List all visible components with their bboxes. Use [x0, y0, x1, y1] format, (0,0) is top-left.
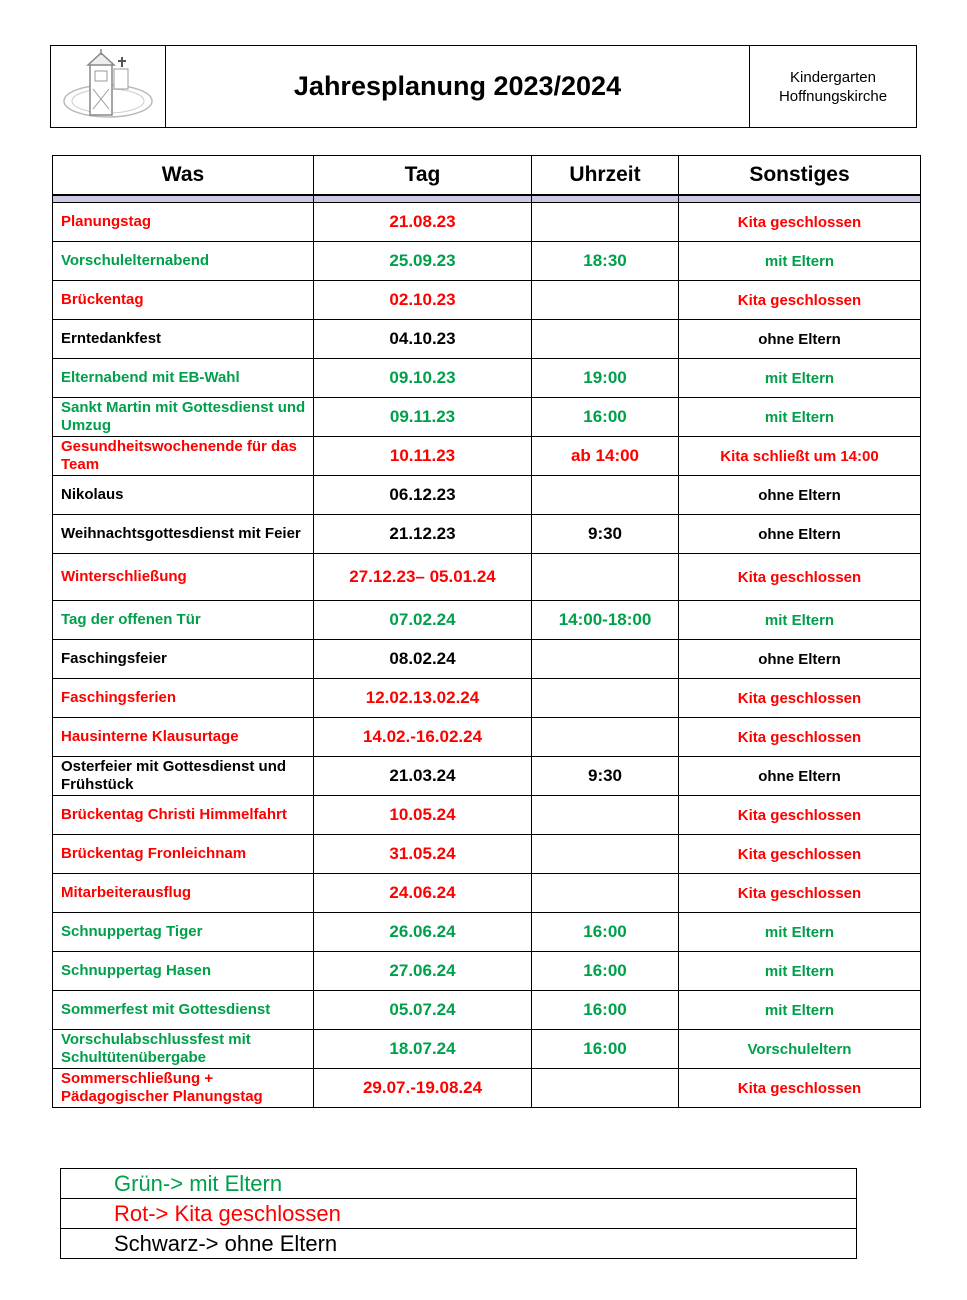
separator-cell [679, 195, 921, 203]
date-cell: 10.11.23 [314, 437, 532, 476]
time-cell [532, 554, 679, 601]
event-name-cell: Hausinterne Klausurtage [53, 718, 314, 757]
time-cell [532, 320, 679, 359]
note-cell: mit Eltern [679, 913, 921, 952]
note-cell: mit Eltern [679, 242, 921, 281]
organization-line-2: Hoffnungskirche [778, 87, 888, 105]
note-cell: ohne Eltern [679, 757, 921, 796]
table-row [53, 796, 921, 835]
note-cell: Kita geschlossen [679, 203, 921, 242]
event-name-cell: Sommerfest mit Gottesdienst [53, 991, 314, 1030]
date-cell: 26.06.24 [314, 913, 532, 952]
event-name-cell: Mitarbeiterausflug [53, 874, 314, 913]
time-cell [532, 203, 679, 242]
note-cell: Kita geschlossen [679, 718, 921, 757]
table-row [53, 874, 921, 913]
date-cell: 14.02.-16.02.24 [314, 718, 532, 757]
time-cell: 9:30 [532, 515, 679, 554]
event-name-cell: Faschingsfeier [53, 640, 314, 679]
table-row [53, 359, 921, 398]
legend-item: Grün-> mit Eltern [61, 1169, 857, 1199]
legend-item: Rot-> Kita geschlossen [61, 1199, 857, 1229]
date-cell: 24.06.24 [314, 874, 532, 913]
event-name-cell: Sommerschließung + Pädagogischer Planungstag [53, 1069, 314, 1108]
table-row [53, 515, 921, 554]
note-cell: ohne Eltern [679, 476, 921, 515]
header-separator-row [53, 195, 921, 203]
note-cell: mit Eltern [679, 398, 921, 437]
table-row [53, 757, 921, 796]
event-name-cell: Brückentag Christi Himmelfahrt [53, 796, 314, 835]
time-cell: 16:00 [532, 1030, 679, 1069]
event-name-cell: Brückentag [53, 281, 314, 320]
date-cell: 07.02.24 [314, 601, 532, 640]
date-cell: 18.07.24 [314, 1030, 532, 1069]
date-cell: 10.05.24 [314, 796, 532, 835]
time-cell [532, 679, 679, 718]
time-cell [532, 476, 679, 515]
column-header-uhrzeit: Uhrzeit [532, 156, 679, 196]
legend-item: Schwarz-> ohne Eltern [61, 1229, 857, 1259]
time-cell: ab 14:00 [532, 437, 679, 476]
date-cell: 21.12.23 [314, 515, 532, 554]
logo-cell [51, 46, 166, 127]
column-header-was: Was [53, 156, 314, 196]
column-header-sonstiges: Sonstiges [679, 156, 921, 196]
date-cell: 04.10.23 [314, 320, 532, 359]
time-cell: 16:00 [532, 991, 679, 1030]
note-cell: Vorschuleltern [679, 1030, 921, 1069]
date-cell: 09.11.23 [314, 398, 532, 437]
date-cell: 25.09.23 [314, 242, 532, 281]
table-row [53, 398, 921, 437]
table-row [53, 718, 921, 757]
note-cell: ohne Eltern [679, 320, 921, 359]
document-header [50, 45, 917, 128]
table-row [53, 835, 921, 874]
table-row [53, 554, 921, 601]
separator-cell [532, 195, 679, 203]
table-row [53, 679, 921, 718]
date-cell: 27.12.23– 05.01.24 [314, 554, 532, 601]
note-cell: Kita geschlossen [679, 835, 921, 874]
date-cell: 05.07.24 [314, 991, 532, 1030]
table-row [53, 203, 921, 242]
table-row [53, 640, 921, 679]
event-name-cell: Brückentag Fronleichnam [53, 835, 314, 874]
page-title: Jahresplanung 2023/2024 [166, 46, 750, 127]
note-cell: ohne Eltern [679, 515, 921, 554]
time-cell [532, 718, 679, 757]
event-name-cell: Schnuppertag Hasen [53, 952, 314, 991]
organization-line-1: Kindergarten [790, 68, 876, 86]
time-cell [532, 796, 679, 835]
column-header-tag: Tag [314, 156, 532, 196]
event-name-cell: Schnuppertag Tiger [53, 913, 314, 952]
table-row [53, 437, 921, 476]
organization-name [750, 46, 916, 127]
date-cell: 06.12.23 [314, 476, 532, 515]
table-header-row [53, 156, 921, 196]
time-cell: 16:00 [532, 913, 679, 952]
separator-cell [53, 195, 314, 203]
event-name-cell: Gesundheitswochenende für das Team [53, 437, 314, 476]
event-name-cell: Weihnachtsgottesdienst mit Feier [53, 515, 314, 554]
note-cell: mit Eltern [679, 359, 921, 398]
note-cell: mit Eltern [679, 601, 921, 640]
date-cell: 09.10.23 [314, 359, 532, 398]
note-cell: Kita geschlossen [679, 281, 921, 320]
date-cell: 21.03.24 [314, 757, 532, 796]
date-cell: 27.06.24 [314, 952, 532, 991]
table-row [53, 913, 921, 952]
time-cell [532, 874, 679, 913]
table-row [53, 1030, 921, 1069]
time-cell [532, 1069, 679, 1108]
date-cell: 31.05.24 [314, 835, 532, 874]
note-cell: Kita schließt um 14:00 [679, 437, 921, 476]
legend-row [61, 1199, 857, 1229]
time-cell: 16:00 [532, 398, 679, 437]
table-row [53, 1069, 921, 1108]
separator-cell [314, 195, 532, 203]
date-cell: 02.10.23 [314, 281, 532, 320]
table-row [53, 991, 921, 1030]
note-cell: Kita geschlossen [679, 554, 921, 601]
date-cell: 29.07.-19.08.24 [314, 1069, 532, 1108]
event-name-cell: Sankt Martin mit Gottesdienst und Umzug [53, 398, 314, 437]
note-cell: Kita geschlossen [679, 1069, 921, 1108]
legend-row [61, 1169, 857, 1199]
event-name-cell: Vorschulelternabend [53, 242, 314, 281]
note-cell: Kita geschlossen [679, 796, 921, 835]
note-cell: ohne Eltern [679, 640, 921, 679]
date-cell: 21.08.23 [314, 203, 532, 242]
event-name-cell: Erntedankfest [53, 320, 314, 359]
table-row [53, 281, 921, 320]
note-cell: Kita geschlossen [679, 679, 921, 718]
table-body [53, 195, 921, 1108]
event-name-cell: Winterschließung [53, 554, 314, 601]
time-cell [532, 835, 679, 874]
note-cell: mit Eltern [679, 952, 921, 991]
church-tower-logo-icon [60, 49, 156, 125]
time-cell: 16:00 [532, 952, 679, 991]
table-row [53, 242, 921, 281]
note-cell: Kita geschlossen [679, 874, 921, 913]
color-legend [60, 1168, 857, 1259]
note-cell: mit Eltern [679, 991, 921, 1030]
event-name-cell: Vorschulabschlussfest mit Schultütenübergabe [53, 1030, 314, 1069]
time-cell [532, 281, 679, 320]
time-cell: 9:30 [532, 757, 679, 796]
date-cell: 12.02.13.02.24 [314, 679, 532, 718]
event-name-cell: Elternabend mit EB-Wahl [53, 359, 314, 398]
event-name-cell: Planungstag [53, 203, 314, 242]
time-cell: 14:00-18:00 [532, 601, 679, 640]
legend-row [61, 1229, 857, 1259]
table-row [53, 952, 921, 991]
time-cell: 18:30 [532, 242, 679, 281]
event-name-cell: Tag der offenen Tür [53, 601, 314, 640]
table-row [53, 476, 921, 515]
annual-schedule-table [52, 155, 921, 1108]
time-cell: 19:00 [532, 359, 679, 398]
event-name-cell: Nikolaus [53, 476, 314, 515]
table-row [53, 601, 921, 640]
date-cell: 08.02.24 [314, 640, 532, 679]
table-row [53, 320, 921, 359]
event-name-cell: Faschingsferien [53, 679, 314, 718]
event-name-cell: Osterfeier mit Gottesdienst und Frühstück [53, 757, 314, 796]
time-cell [532, 640, 679, 679]
